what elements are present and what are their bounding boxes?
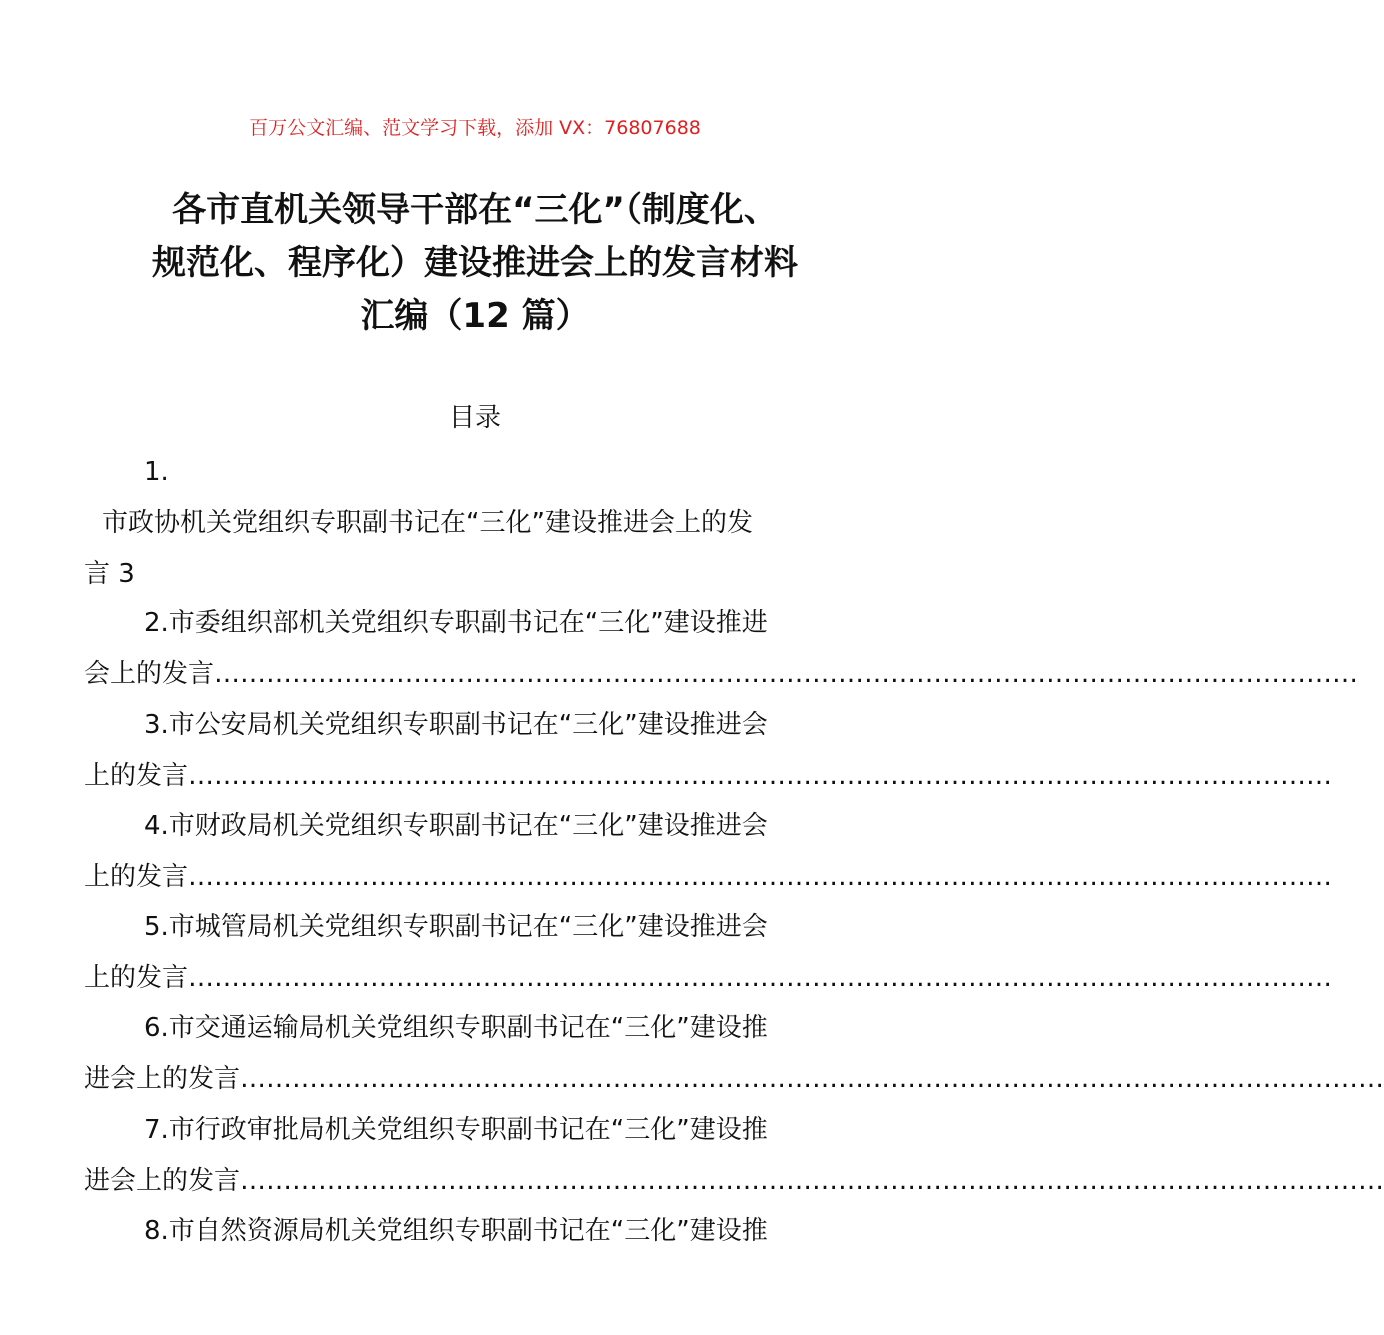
toc-entry-4[interactable] <box>84 801 1333 903</box>
toc-entry-line1: 3.市公安局机关党组织专职副书记在“三化”建设推进会 <box>144 710 768 740</box>
toc-leader-dots: …………………………………………………………………………………………………………………… <box>188 761 1333 791</box>
toc-entry-line1: 2.市委组织部机关党组织专职副书记在“三化”建设推进 <box>144 608 768 638</box>
toc-heading: 目录 <box>448 403 501 433</box>
toc-entry-1[interactable] <box>84 498 884 600</box>
title-line-1: 各市直机关领导干部在“三化”（制度化、 <box>172 190 778 230</box>
toc-entry-8[interactable] <box>84 1206 950 1257</box>
toc-entry-2[interactable] <box>84 598 1359 700</box>
toc-entry-line1: 4.市财政局机关党组织专职副书记在“三化”建设推进会 <box>144 811 768 841</box>
toc-leader-dots: …………………………………………………………………………………………………………………… <box>240 1166 1384 1196</box>
toc-leader-dots: …………………………………………………………………………………………………………………… <box>188 963 1333 993</box>
toc-entry-line1: 8.市自然资源局机关党组织专职副书记在“三化”建设推 <box>144 1216 768 1246</box>
toc-entry-line1: 5.市城管局机关党组织专职副书记在“三化”建设推进会 <box>144 912 768 942</box>
toc-leader-dots: …………………………………………………………………………………………………………………… <box>188 862 1333 892</box>
title-line-3: 汇编（12 篇） <box>360 296 590 336</box>
header-note: 百万公文汇编、范文学习下载，添加 VX：76807688 <box>249 117 701 139</box>
toc-entry-3[interactable] <box>84 700 1333 802</box>
toc-entry-6[interactable] <box>84 1003 1384 1105</box>
toc-entry-line2: 进会上的发言…………………………………………………………………………………………………………………… <box>84 1064 1384 1094</box>
toc-leader-dots: …………………………………………………………………………………………………………………… <box>240 1064 1384 1094</box>
toc-entry-line1: 6.市交通运输局机关党组织专职副书记在“三化”建设推 <box>144 1013 768 1043</box>
toc-entry-line2: 上的发言…………………………………………………………………………………………………………………… <box>84 862 1333 892</box>
toc-entry-line2: 上的发言…………………………………………………………………………………………………………………… <box>84 761 1333 791</box>
title-line-2: 规范化、程序化）建设推进会上的发言材料 <box>152 243 798 283</box>
toc-entry-line1: 7.市行政审批局机关党组织专职副书记在“三化”建设推 <box>144 1115 768 1145</box>
toc-entry-line2: 上的发言…………………………………………………………………………………………………………………… <box>84 963 1333 993</box>
toc-entry-7[interactable] <box>84 1105 1384 1207</box>
toc-entry-line2: 进会上的发言…………………………………………………………………………………………………………………… <box>84 1166 1384 1196</box>
toc-entry-1-line1: 市政协机关党组织专职副书记在“三化”建设推进会上的发 <box>102 508 753 538</box>
toc-leader-dots: …………………………………………………………………………………………………………………… <box>214 659 1359 689</box>
toc-entry-1-line2: 言 3 <box>84 559 135 589</box>
document-title <box>75 184 875 343</box>
toc-entry-line2: 会上的发言…………………………………………………………………………………………………………………… <box>84 659 1359 689</box>
toc-entry-1-number: 1. <box>144 457 169 487</box>
toc-entry-5[interactable] <box>84 902 1333 1004</box>
